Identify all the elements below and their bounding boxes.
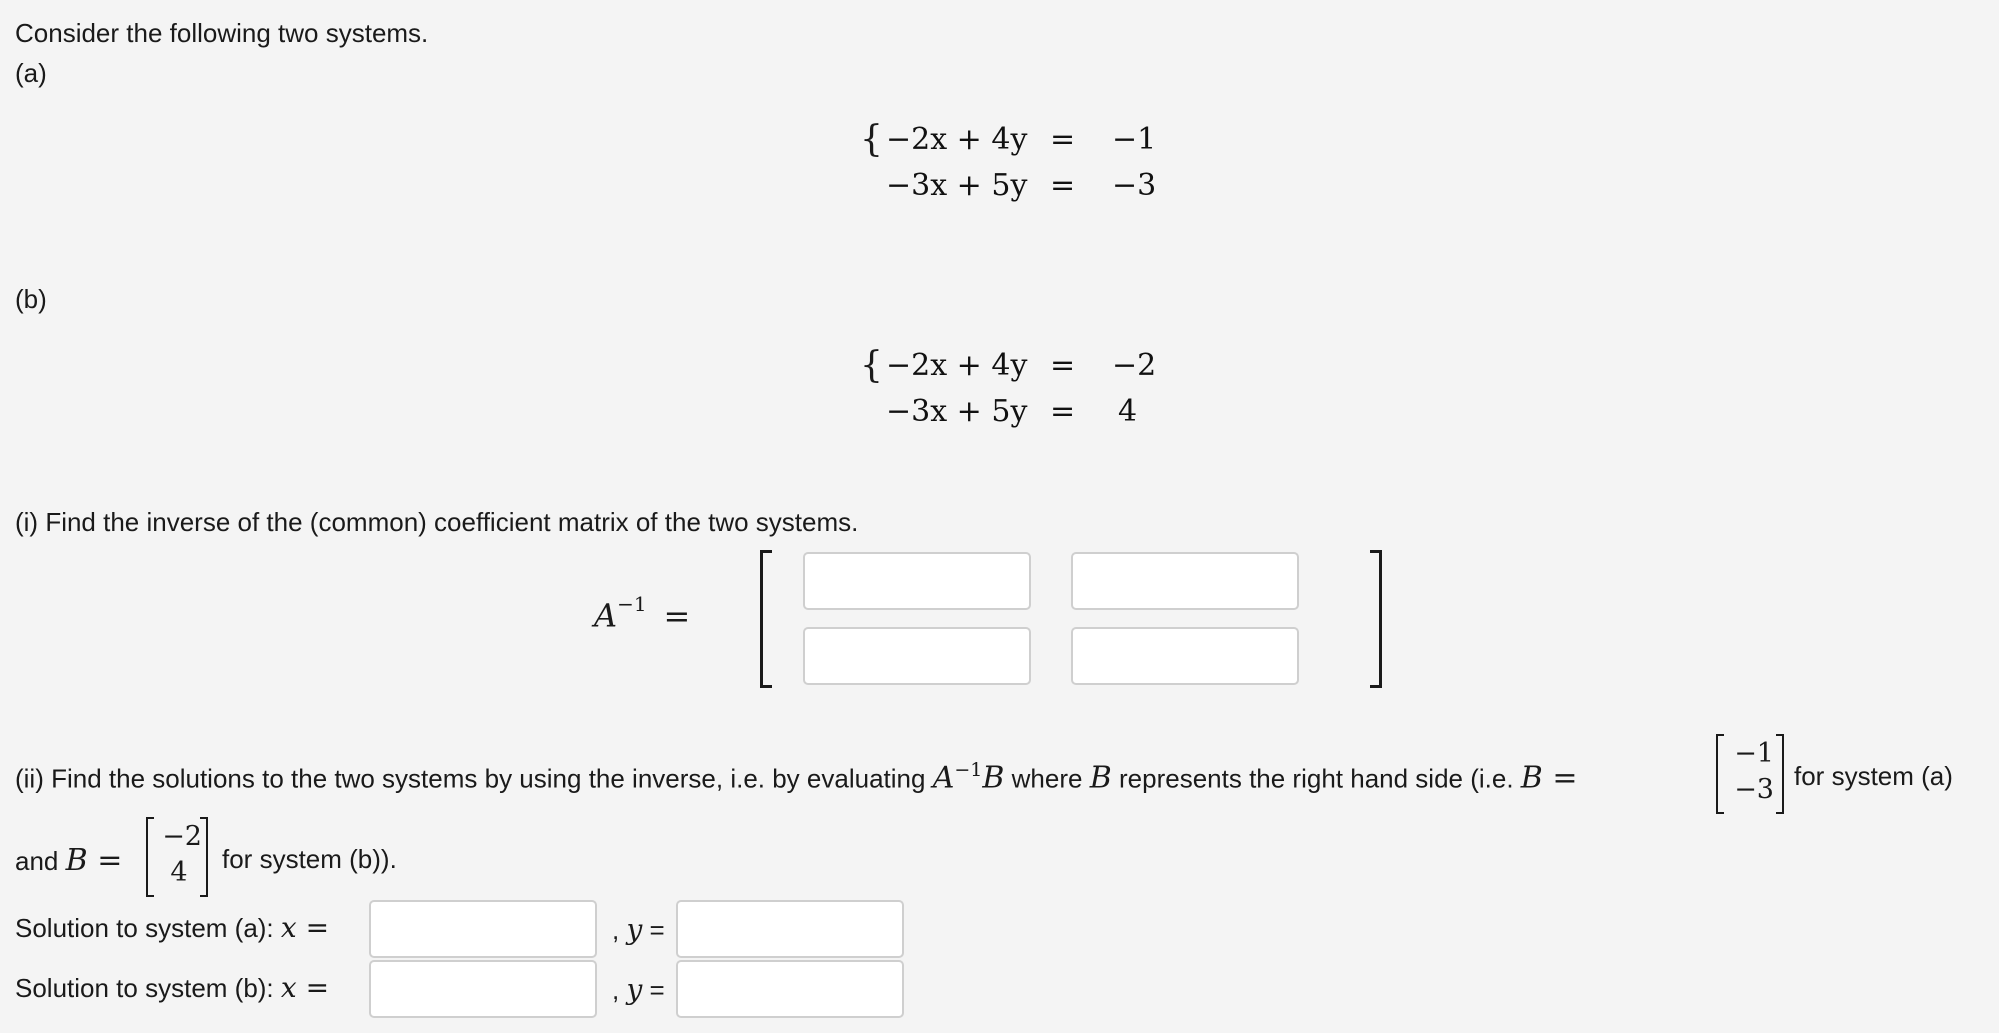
matrix-exponent: −1 bbox=[617, 592, 647, 616]
question-ii-text-1: (ii) Find the solutions to the two systems by using the inverse, i.e. by evaluating bbox=[15, 763, 926, 794]
system-brace: { bbox=[860, 119, 883, 160]
system-a-row-1-lhs: −2x + 4y bbox=[886, 122, 1028, 157]
inverse-cell-1-1[interactable] bbox=[803, 552, 1031, 610]
matrix-label bbox=[594, 592, 691, 635]
vec-a-value-2: −3 bbox=[1734, 774, 1774, 805]
vec-b-left-bracket bbox=[146, 817, 154, 897]
solution-a-x-input[interactable] bbox=[369, 900, 597, 958]
question-ii-and: and bbox=[15, 846, 59, 876]
matrix-var: A bbox=[594, 596, 618, 635]
solution-b-y-label bbox=[612, 973, 665, 1006]
system-b-row-1-lhs: −2x + 4y bbox=[886, 348, 1028, 383]
var-b-3: B = bbox=[65, 843, 123, 878]
inverse-cell-1-2[interactable] bbox=[1071, 552, 1299, 610]
solution-a-sep: , bbox=[612, 915, 620, 945]
expr-exponent: −1 bbox=[954, 759, 983, 781]
solution-a-y-label bbox=[612, 913, 665, 946]
matrix-left-bracket bbox=[760, 550, 772, 688]
solution-b-x-input[interactable] bbox=[369, 960, 597, 1018]
system-b bbox=[860, 344, 1160, 434]
system-a-row-2-rhs: −3 bbox=[1112, 168, 1157, 203]
question-ii-text-3: represents the right hand side (i.e. bbox=[1119, 763, 1514, 794]
vec-a-left-bracket bbox=[1716, 734, 1724, 814]
system-b-row-2-rhs: 4 bbox=[1118, 394, 1138, 429]
solution-b-y-var: y bbox=[626, 973, 643, 1006]
expr-b: B bbox=[982, 760, 1005, 796]
solution-b-y-input[interactable] bbox=[676, 960, 904, 1018]
matrix-right-bracket bbox=[1370, 550, 1382, 688]
part-a-label: (a) bbox=[15, 58, 47, 88]
expr-a: A bbox=[932, 760, 955, 796]
inverse-cell-2-1[interactable] bbox=[803, 627, 1031, 685]
vec-b-right-bracket bbox=[200, 817, 208, 897]
question-i-text: (i) Find the inverse of the (common) coefficient matrix of the two systems. bbox=[15, 507, 859, 537]
question-ii-line-1 bbox=[15, 759, 1578, 796]
vec-b-value-2: 4 bbox=[170, 857, 188, 888]
inverse-cell-2-2[interactable] bbox=[1071, 627, 1299, 685]
question-ii-text-5: for system (b)). bbox=[222, 844, 397, 874]
system-b-row-2-eq: = bbox=[1050, 394, 1076, 429]
system-brace: { bbox=[860, 345, 883, 386]
system-a bbox=[860, 118, 1160, 208]
question-ii-text-2: where bbox=[1011, 763, 1083, 794]
vec-a-right-bracket bbox=[1776, 734, 1784, 814]
system-b-row-1-eq: = bbox=[1050, 348, 1076, 383]
var-b: B bbox=[1089, 760, 1112, 796]
system-a-row-2-eq: = bbox=[1050, 168, 1076, 203]
solution-a-y-input[interactable] bbox=[676, 900, 904, 958]
solution-a-y-var: y bbox=[626, 913, 643, 946]
vec-a-value-1: −1 bbox=[1734, 738, 1774, 769]
matrix-equals: = bbox=[663, 596, 691, 635]
question-ii-text-4: for system (a) bbox=[1794, 761, 1953, 791]
solution-b-row bbox=[15, 971, 330, 1004]
solution-a-row bbox=[15, 911, 330, 944]
solution-a-label: Solution to system (a): bbox=[15, 913, 274, 943]
var-b-2: B = bbox=[1520, 760, 1578, 796]
system-a-row-2-lhs: −3x + 5y bbox=[886, 168, 1028, 203]
vec-b-value-1: −2 bbox=[162, 821, 202, 852]
solution-b-x-var: x = bbox=[280, 971, 330, 1004]
question-ii-line-2 bbox=[15, 843, 123, 878]
solution-b-y-eq: = bbox=[649, 975, 665, 1005]
solution-b-label: Solution to system (b): bbox=[15, 973, 274, 1003]
solution-a-y-eq: = bbox=[649, 915, 665, 945]
part-b-label: (b) bbox=[15, 284, 47, 314]
vec-a-values bbox=[1728, 736, 1774, 808]
system-b-row-1-rhs: −2 bbox=[1112, 348, 1157, 383]
solution-b-sep: , bbox=[612, 975, 620, 1005]
vec-b-values bbox=[156, 819, 202, 891]
system-a-row-1-eq: = bbox=[1050, 122, 1076, 157]
intro-text: Consider the following two systems. bbox=[15, 18, 429, 48]
solution-a-x-var: x = bbox=[280, 911, 330, 944]
system-b-row-2-lhs: −3x + 5y bbox=[886, 394, 1028, 429]
system-a-row-1-rhs: −1 bbox=[1112, 122, 1157, 157]
